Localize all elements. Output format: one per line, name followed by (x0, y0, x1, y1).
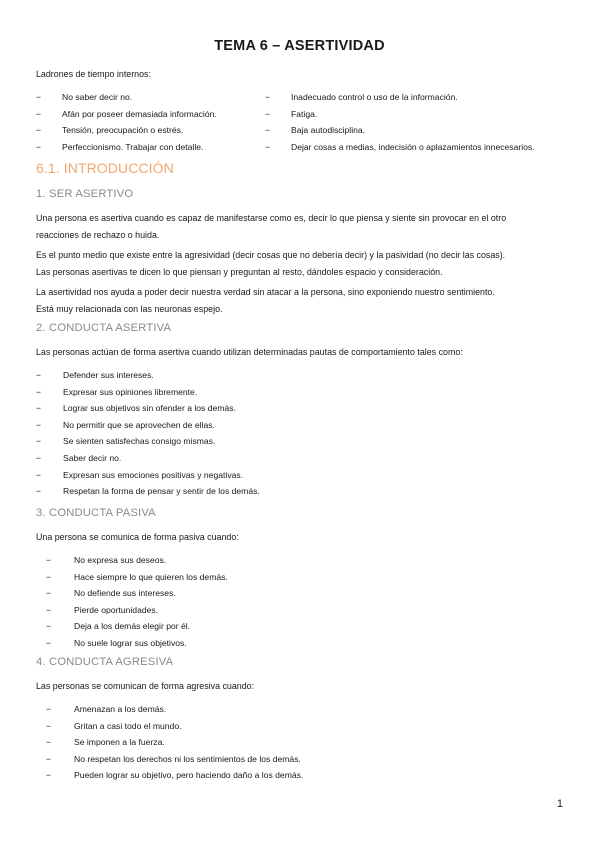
page-number: 1 (556, 798, 563, 810)
list-item: − Defender sus intereses. (36, 370, 154, 380)
passive-list (46, 552, 228, 652)
list-item: − Lograr sus objetivos sin ofender a los demás. (36, 403, 236, 414)
subsection-heading-conducta-pasiva: 3. CONDUCTA PASIVA (36, 507, 156, 519)
list-item: − No expresa sus deseos. (46, 555, 167, 565)
list-item: − Baja autodisciplina. (265, 125, 366, 135)
list-item: − No suele lograr sus objetivos. (46, 637, 187, 648)
list-item: − Saber decir no. (36, 452, 122, 463)
page-title: TEMA 6 – ASERTIVIDAD (214, 38, 385, 54)
list-item: − Expresar sus opiniones libremente. (36, 386, 198, 397)
thieves-left-column (36, 89, 265, 155)
list-item: − No respetan los derechos ni los sentimientos de los demás. (46, 753, 301, 764)
paragraph: Es el punto medio que existe entre la agresividad (decir cosas que no debería decir) y la pasividad (no decir las cosas). Las personas asertivas te dicen lo que piensan y preguntan al resto, dándoles espacio y consideración. (36, 250, 506, 277)
list-item: − Hace siempre lo que quieren los demás. (46, 571, 228, 582)
list-item: − Se imponen a la fuerza. (46, 737, 165, 748)
list-item: − No permitir que se aprovechen de ellas. (36, 419, 215, 430)
list-item: − Fatiga. (265, 108, 318, 119)
list-item: − Afán por poseer demasiada información. (36, 108, 217, 119)
list-item: − Tensión, preocupación o estrés. (36, 125, 184, 135)
paragraph: Las personas actúan de forma asertiva cuando utilizan determinadas pautas de comportamiento tales como: (36, 347, 463, 357)
list-item: − Pierde oportunidades. (46, 604, 159, 615)
assertive-list (36, 367, 260, 500)
list-item: − Inadecuado control o uso de la información. (265, 92, 458, 102)
list-item: − Se sienten satisfechas consigo mismas. (36, 436, 216, 447)
list-item: − Deja a los demás elegir por él. (46, 621, 191, 632)
paragraph: Una persona se comunica de forma pasiva cuando: (36, 532, 239, 542)
list-item: − Respetan la forma de pensar y sentir de los demás. (36, 486, 260, 497)
subsection-heading-conducta-agresiva: 4. CONDUCTA AGRESIVA (36, 656, 174, 668)
subsection-heading-conducta-asertiva: 2. CONDUCTA ASERTIVA (36, 322, 172, 334)
paragraph: Una persona es asertiva cuando es capaz de manifestarse como es, decir lo que piensa y siente sin provocar en el otro reacciones de rechazo o huida. (36, 213, 507, 240)
list-item: − No defiende sus intereses. (46, 588, 176, 599)
subsection-heading-ser-asertivo: 1. SER ASERTIVO (36, 188, 134, 200)
list-item: − Perfeccionismo. Trabajar con detalle. (36, 141, 204, 152)
list-item: − Dejar cosas a medias, indecisión o aplazamientos innecesarios. (265, 141, 535, 152)
aggressive-list (46, 701, 303, 784)
list-item: − Pueden lograr su objetivo, pero haciendo daño a los demás. (46, 770, 304, 781)
paragraph: Las personas se comunican de forma agresiva cuando: (36, 681, 255, 691)
paragraph: La asertividad nos ayuda a poder decir nuestra verdad sin atacar a la persona, sino exponiendo nuestro sentimiento. Está muy relacionada con las neuronas espejo. (36, 287, 495, 314)
list-item: − No saber decir no. (36, 92, 133, 102)
list-item: − Gritan a casi todo el mundo. (46, 720, 182, 731)
thieves-right-column (265, 89, 573, 155)
section-heading: 6.1. INTRODUCCIÓN (36, 160, 174, 176)
list-item: − Expresan sus emociones positivas y negativas. (36, 469, 244, 480)
thieves-intro: Ladrones de tiempo internos: (36, 69, 151, 79)
list-item: − Amenazan a los demás. (46, 704, 167, 714)
thieves-list (36, 89, 573, 155)
